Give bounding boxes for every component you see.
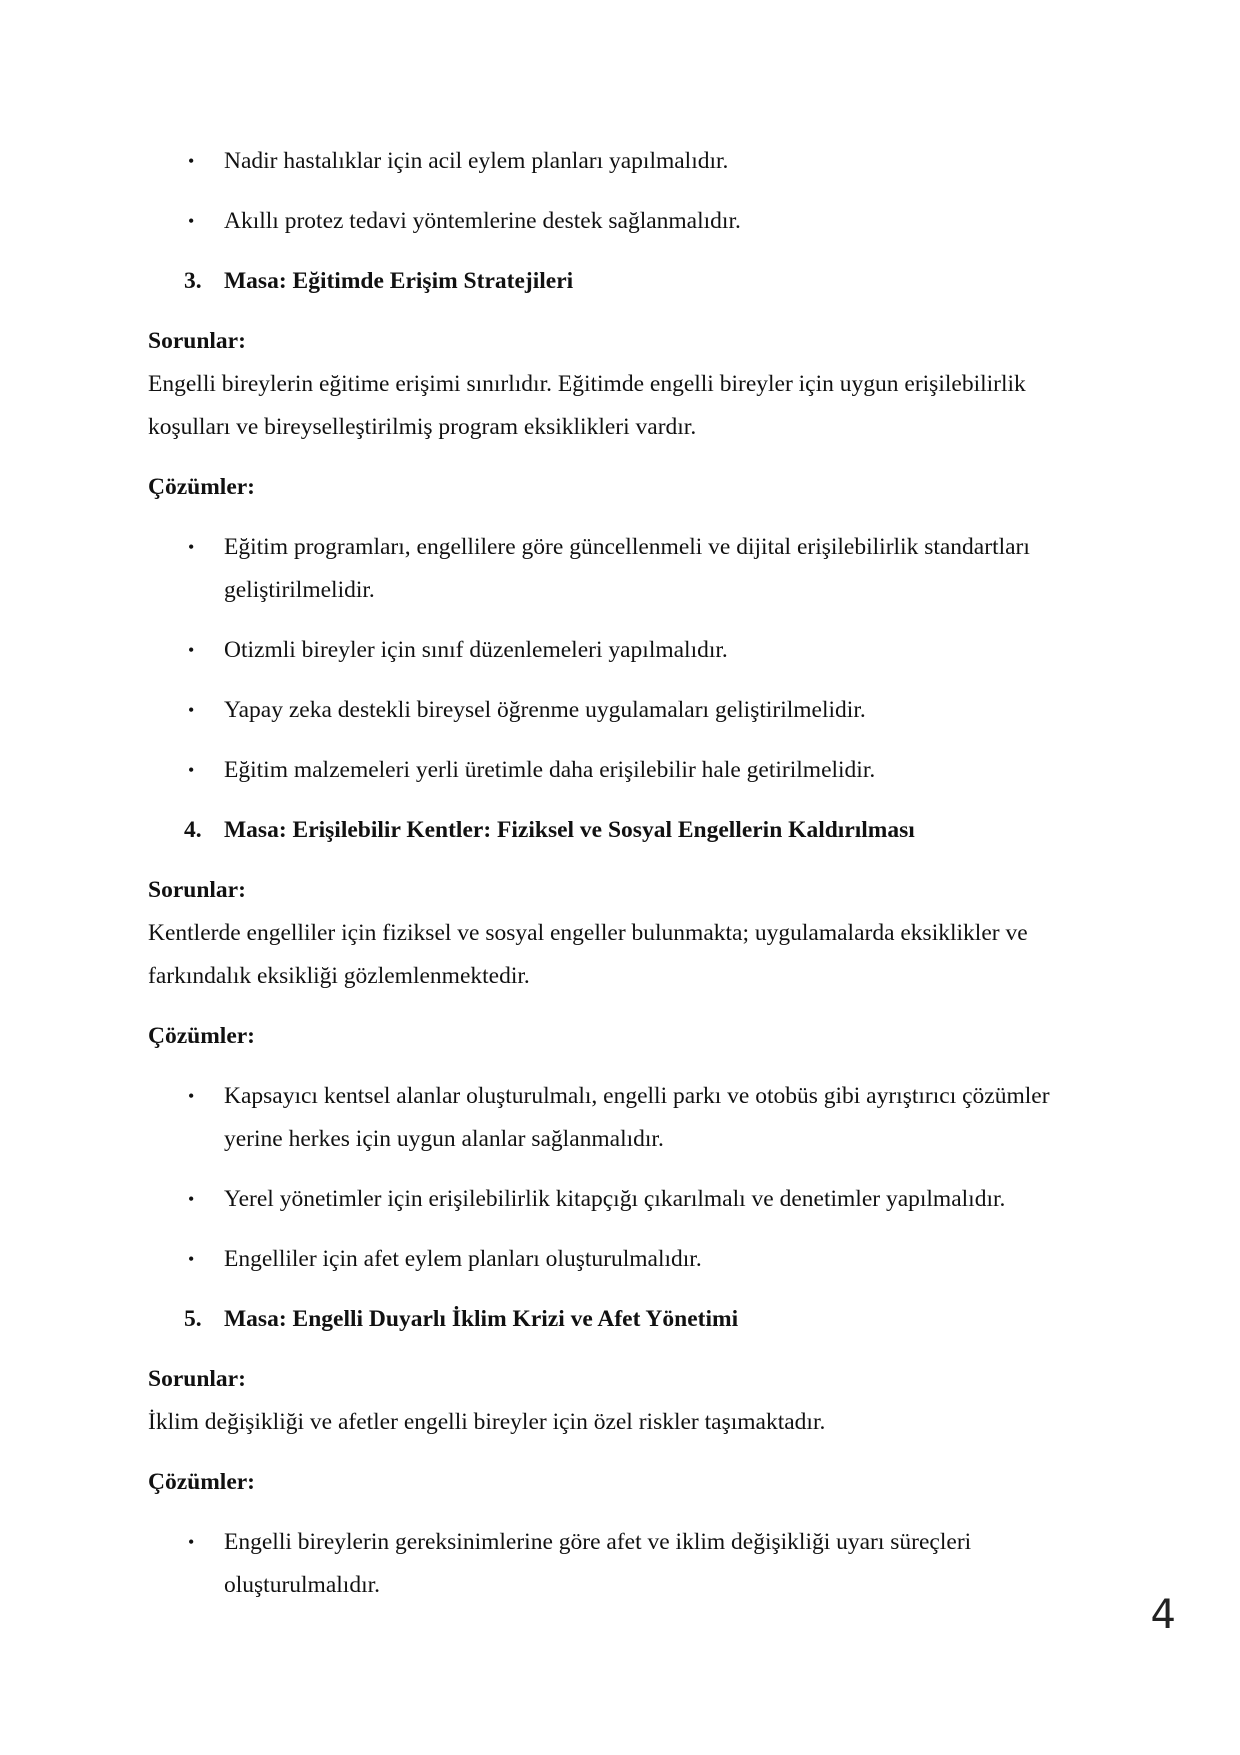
problems-label: Sorunlar: (148, 1366, 246, 1392)
bullet-icon: • (188, 700, 195, 720)
list-item (148, 1521, 1088, 1607)
list-item (148, 1238, 1088, 1281)
list-item-text: Nadir hastalıklar için acil eylem planları yapılmalıdır. (224, 148, 729, 174)
section-title: Masa: Erişilebilir Kentler: Fiziksel ve Sosyal Engellerin Kaldırılması (224, 817, 915, 843)
bullet-icon: • (188, 1189, 195, 1209)
bullet-icon: • (188, 1086, 195, 1106)
bullet-icon: • (188, 1532, 195, 1552)
list-item (148, 689, 1088, 732)
top-bullet-list (148, 140, 1088, 243)
section-heading (148, 1298, 1088, 1341)
list-item-text: Yapay zeka destekli bireysel öğrenme uygulamaları geliştirilmelidir. (224, 697, 866, 723)
list-item (148, 749, 1088, 792)
solutions-label: Çözümler: (148, 1023, 256, 1049)
bullet-icon: • (188, 1249, 195, 1269)
section-heading (148, 260, 1088, 303)
list-item-text: Yerel yönetimler için erişilebilirlik kitapçığı çıkarılmalı ve denetimler yapılmalıdır. (224, 1186, 1006, 1212)
problems-text: Kentlerde engelliler için fiziksel ve sosyal engeller bulunmakta; uygulamalarda eksiklikler ve farkındalık eksikliği gözlemlenmektedir. (148, 920, 1028, 989)
problems-text: İklim değişikliği ve afetler engelli bireyler için özel riskler taşımaktadır. (148, 1409, 826, 1435)
solutions-list (148, 1521, 1088, 1607)
problems-label: Sorunlar: (148, 877, 246, 903)
list-item (148, 140, 1088, 183)
list-item-text: Akıllı protez tedavi yöntemlerine destek sağlanmalıdır. (224, 208, 741, 234)
list-item-text: Otizmli bireyler için sınıf düzenlemeleri yapılmalıdır. (224, 637, 728, 663)
section-title: Masa: Engelli Duyarlı İklim Krizi ve Afet Yönetimi (224, 1306, 739, 1332)
list-item-text: Engelli bireylerin gereksinimlerine göre afet ve iklim değişikliği uyarı süreçleri oluşturulmalıdır. (224, 1529, 972, 1598)
list-item (148, 1178, 1088, 1221)
list-item (148, 526, 1088, 612)
section-title: Masa: Eğitimde Erişim Stratejileri (224, 268, 574, 294)
solutions-label: Çözümler: (148, 1469, 256, 1495)
solutions-label: Çözümler: (148, 474, 256, 500)
problems-text: Engelli bireylerin eğitime erişimi sınırlıdır. Eğitimde engelli bireyler için uygun erişilebilirlik koşulları ve bireyselleştirilmiş program eksiklikleri vardır. (148, 371, 1026, 440)
page-content (148, 140, 1088, 1624)
bullet-icon: • (188, 537, 195, 557)
bullet-icon: • (188, 151, 195, 171)
list-item-text: Kapsayıcı kentsel alanlar oluşturulmalı, engelli parkı ve otobüs gibi ayrıştırıcı çözümler yerine herkes için uygun alanlar sağlanmalıdır. (224, 1083, 1050, 1152)
bullet-icon: • (188, 760, 195, 780)
solutions-list (148, 1075, 1088, 1281)
bullet-icon: • (188, 211, 195, 231)
section-number: 5. (184, 1306, 202, 1332)
bullet-icon: • (188, 640, 195, 660)
list-item-text: Engelliler için afet eylem planları oluşturulmalıdır. (224, 1246, 702, 1272)
page-number: 4 (1150, 1592, 1176, 1638)
list-item (148, 1075, 1088, 1161)
problems-label: Sorunlar: (148, 328, 246, 354)
list-item (148, 200, 1088, 243)
section-heading (148, 809, 1088, 852)
solutions-list (148, 526, 1088, 792)
section-number: 4. (184, 817, 202, 843)
list-item (148, 629, 1088, 672)
list-item-text: Eğitim malzemeleri yerli üretimle daha erişilebilir hale getirilmelidir. (224, 757, 876, 783)
section-number: 3. (184, 268, 202, 294)
list-item-text: Eğitim programları, engellilere göre güncellenmeli ve dijital erişilebilirlik standartları geliştirilmelidir. (224, 534, 1030, 603)
